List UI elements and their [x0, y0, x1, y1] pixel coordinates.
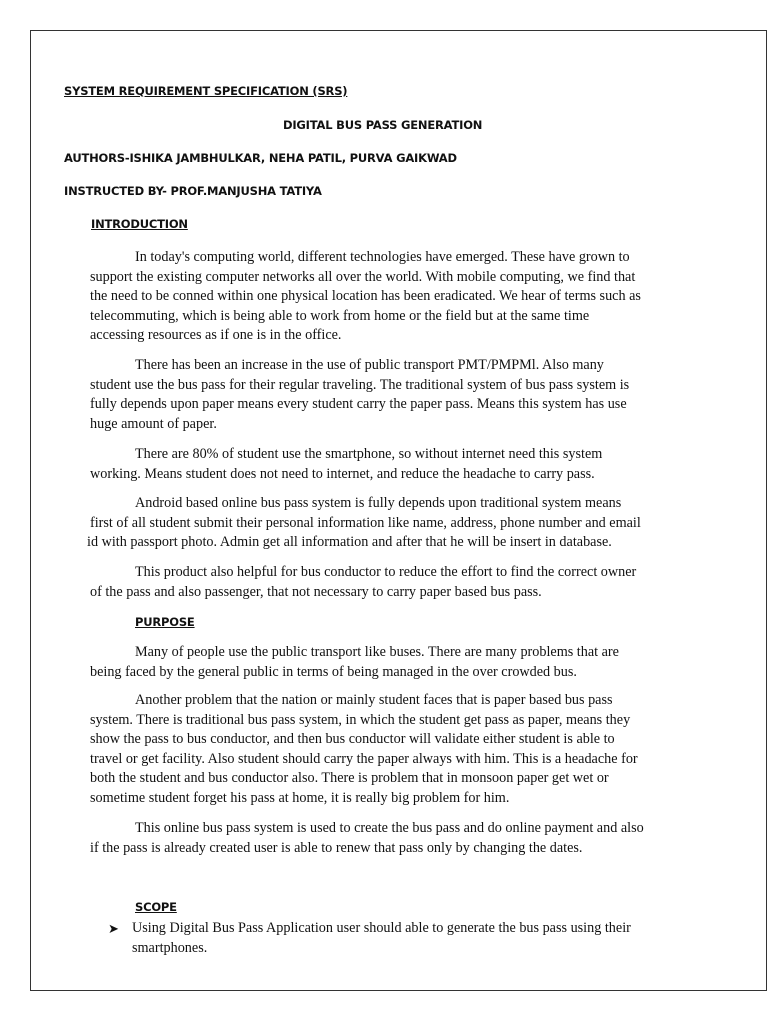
text-line: working. Means student does not need to internet, and reduce the headache to carry pass.: [90, 465, 595, 482]
intro-paragraph-2: [90, 356, 710, 434]
authors-line: AUTHORS-ISHIKA JAMBHULKAR, NEHA PATIL, PURVA GAIKWAD: [64, 151, 457, 165]
text-line: being faced by the general public in terms of being managed in the over crowded bus.: [90, 663, 577, 680]
text-line: Many of people use the public transport like buses. There are many problems that are: [135, 644, 619, 660]
text-line: smartphones.: [132, 939, 208, 956]
instructed-by-line: INSTRUCTED BY- PROF.MANJUSHA TATIYA: [64, 184, 322, 198]
text-line: support the existing computer networks all over the world. With mobile computing, we find that: [90, 268, 636, 285]
arrow-bullet-icon: ➤: [108, 922, 119, 937]
text-line: system. There is traditional bus pass system, in which the student get pass as paper, means they: [90, 711, 631, 728]
intro-paragraph-4: [87, 494, 710, 553]
text-line: id with passport photo. Admin get all information and after that he will be insert in database.: [87, 534, 612, 551]
text-line: In today's computing world, different technologies have emerged. These have grown to: [135, 249, 630, 265]
introduction-heading: INTRODUCTION: [91, 217, 188, 231]
intro-paragraph-3: [90, 445, 710, 484]
purpose-paragraph-3: [90, 819, 710, 858]
scope-heading: SCOPE: [135, 900, 177, 914]
purpose-heading: PURPOSE: [135, 615, 195, 629]
text-line: show the pass to bus conductor, and then bus conductor will validate either student is able to: [90, 731, 615, 748]
text-line: if the pass is already created user is able to renew that pass only by changing the dates.: [90, 839, 583, 856]
text-line: Another problem that the nation or mainly student faces that is paper based bus pass: [135, 692, 613, 708]
intro-paragraph-1: [90, 248, 710, 346]
text-line: of the pass and also passenger, that not necessary to carry paper based bus pass.: [90, 583, 542, 600]
intro-paragraph-5: [90, 563, 710, 602]
text-line: both the student and bus conductor also. There is problem that in monsoon paper get wet or: [90, 770, 609, 787]
text-line: telecommuting, which is being able to work from home or the field but at the same time: [90, 307, 590, 324]
purpose-paragraph-1: [90, 643, 710, 682]
project-title: DIGITAL BUS PASS GENERATION: [283, 118, 483, 132]
srs-title: SYSTEM REQUIREMENT SPECIFICATION (SRS): [64, 84, 348, 98]
text-line: travel or get facility. Also student should carry the paper always with him. This is a headache for: [90, 750, 638, 767]
text-line: There are 80% of student use the smartphone, so without internet need this system: [135, 446, 603, 462]
text-line: Using Digital Bus Pass Application user should able to generate the bus pass using their: [132, 920, 631, 936]
text-line: the need to be conned within one physical location has been eradicated. We hear of terms such as: [90, 288, 641, 305]
text-line: huge amount of paper.: [90, 415, 217, 432]
purpose-paragraph-2: [90, 691, 710, 809]
scope-bullet-item: [108, 919, 631, 958]
text-line: student use the bus pass for their regular traveling. The traditional system of bus pass system is: [90, 376, 630, 393]
text-line: This online bus pass system is used to create the bus pass and do online payment and also: [135, 820, 644, 836]
text-line: Android based online bus pass system is fully depends upon traditional system means: [135, 495, 622, 511]
text-line: first of all student submit their personal information like name, address, phone number and email: [90, 514, 641, 531]
text-line: fully depends upon paper means every student carry the paper pass. Means this system has use: [90, 396, 627, 413]
text-line: sometime student forget his pass at home, it is really big problem for him.: [90, 789, 510, 806]
text-line: accessing resources as if one is in the office.: [90, 327, 342, 344]
text-line: This product also helpful for bus conductor to reduce the effort to find the correct owner: [135, 564, 637, 580]
text-line: There has been an increase in the use of public transport PMT/PMPMl. Also many: [135, 357, 604, 373]
